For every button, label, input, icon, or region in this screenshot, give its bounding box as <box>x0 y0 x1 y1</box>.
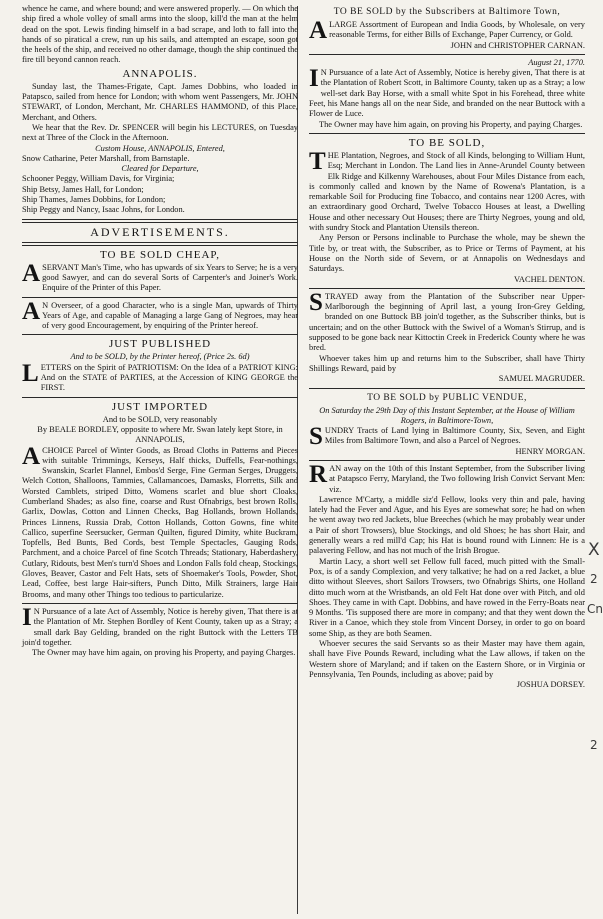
goods-ad-text: CHOICE Parcel of Winter Goods, as Broad Cloths in Patterns and Pieces with suitable Trimmings, Kerseys, Half thicks, Duffells, Fear-nothings, Swanskin, Scarlet Flannel, Embos'd Serge, Fine German Serges, Druggets, Welch Cotton, Shalloons, Tammies, Callamancoes, Damasks, Florretts, Silk and Worsted Camblets, striped Ditto, Womens scarlet and blue short Cloaks, Cumberland Shades; as also fine, coarse and Rust Ofnabrigs, best brown Rolls, Garlix, Dowlas, Cotton and Linnen Checks, Bag Hollands, brown Hollands, Princes Linnens, Russia Drab, Cotton Hollands, Cotton Gowns, fine white Callico, superfine Seersucker, German Quilten, figured Dimity, white Buckram, Topfells, Bed Bunts, Bed Cords, best Temple Spectacles, Gauging Rods, Parchment, and a choice Parcel of fine Scotch Threads; Stationary, Haberdashery, Cutlary, Ridouts, best Men's turn'd Shoes and London Falls fold cheap, Stockings, Gloves, Beaver, Castor and Felt Hats, sets of Shoemaker's Tools, Powder, Shot, Lead, Coffee, best large Hair-sifters, Punch Ditto, Milk Strainers, large Hair Brooms, and many other Things too tedious to particularize. <box>22 445 298 599</box>
cleared-item: Ship Thames, James Dobbins, for London; <box>22 195 166 205</box>
scott-owner-note: The Owner may have him again, on proving his Property, and paying Charges. <box>319 119 583 129</box>
ad-rule <box>309 460 585 461</box>
servant-ad-text: SERVANT Man's Time, who has upwards of six Years to Serve; he is a very good Sawyer, and can do several Sorts of Carpenter's and Joiner's Work. Enquire of the Printer of this Paper. <box>42 262 298 293</box>
scott-notice-date: August 21, 1770. <box>528 57 585 67</box>
ad-rule <box>309 133 585 134</box>
drop-cap: A <box>309 17 328 44</box>
overseer-ad-text: N Overseer, of a good Character, who is a single Man, upwards of Thirty Years of Age, and capable of Managing a large Gang of Negroes, may hear of very good Encouragement, by enquiring of the Printer hereof. <box>42 300 298 331</box>
ad-rule <box>22 397 298 398</box>
goods-ad <box>22 442 298 600</box>
imported-merchant: By BEALE BORDLEY, opposite to where Mr. Swan lately kept Store, in ANNAPOLIS, <box>37 424 283 445</box>
drop-cap: R <box>309 460 328 488</box>
left-column <box>22 4 298 658</box>
margin-mark-2b: 2 <box>590 738 598 752</box>
drop-cap: S <box>309 423 323 451</box>
ad-rule <box>309 54 585 55</box>
magruder-signature: SAMUEL MAGRUDER. <box>498 374 585 384</box>
drop-cap: A <box>22 259 41 287</box>
plantation-terms: Any Person or Persons inclinable to Purchase the whole, may be shewn the Title by, or treat with, the Subscriber, as to Price or Terms of Payment, at his House on the North side of Severn, or at Annapolis on Wednesdays and Saturdays. <box>309 233 585 274</box>
carnan-signature: JOHN and CHRISTOPHER CARNAN. <box>450 40 585 50</box>
runaway-ad <box>309 460 585 495</box>
stray-notice-text: N Pursuance of a late Act of Assembly, Notice is hereby given, That there is at the Plantation of Mr. Stephen Bordley of Kent County, taken up as a Stray; a small dark Bay Gelding, branded on the right Buttock with the Letters TB join'd together. <box>22 606 298 647</box>
runaway-lacy: Martin Lacy, a short well set Fellow full faced, much pitted with the Small-Pox, is of a sandy Complexion, and very talkative; he had on a red Jacket, a blue ditto without Sleeves, short Sailors Trowsers, two Ofnabrigs Shirts, one Holland ditto much worn at the Wristbands, an old Felt Hat done over with Pitch, and old Shoes. They came in with Capt. Dobbins, and have rowed in the Ferry-Boats near 9 Months. 'Tis supposed there are more in company; and that they went down the River in a Canoe, which they stole from Vincent Dorsey, in order to go on board some Ship, as they are both Seamen. <box>309 556 585 638</box>
ad-rule <box>309 388 585 389</box>
plantation-ad-text: HE Plantation, Negroes, and Stock of all Kinds, belonging to William Hunt, Esq; Merchant in London. The Land lies in Anne-Arundel County between Elk Ridge and Kilkenny Warehouses, about Four Miles Distance from each, is commonly called and known by the Name of Rowena's Plantation, is a remarkable Soil for Producing fine Tobacco, and contains near 1200 Acres, with an extraordinary good Orchard, Twelve Tobacco Houses at least, a Dwelling House and other necessary Out Houses; there are Thirty Negroes, young and old, with sundry Stock and Plantation Utensils thereon. <box>309 150 585 233</box>
strayed-reward: Whoever takes him up and returns him to the Subscriber, shall have Thirty Shillings Reward, paid by <box>309 353 585 373</box>
section-rule <box>22 219 298 223</box>
drop-cap: A <box>22 297 41 325</box>
scott-stray-notice <box>309 65 585 119</box>
cleared-item: Schooner Peggy, William Davis, for Virginia; <box>22 174 175 184</box>
news-lectures: We hear that the Rev. Dr. SPENCER will begin his LECTURES, on Tuesday next at Three of the Clock in the Afternoon. <box>22 122 298 143</box>
drop-cap: I <box>309 65 319 93</box>
dorsey-signature: JOSHUA DORSEY. <box>516 680 585 690</box>
letters-ad-text: ETTERS on the Spirit of PATRIOTISM: On the Idea of a PATRIOT KING: And on the STATE of PARTIES, at the Accession of KING GEORGE the FIRST. <box>40 362 298 393</box>
runaway-ad-text: AN away on the 10th of this Instant September, from the Subscriber living at Patapsco Ferry, Maryland, the Two following Irish Convict Servant Men: viz. <box>329 463 585 494</box>
runaway-reward: Whoever secures the said Servants so as their Master may have them again, shall have Five Pounds Reward, including what the Law allows, if taken on the Western shore of Maryland; and if taken on the Eastern Shore, or in Virginia or Pennsylvania, Ten Pounds, including as above; paid by <box>309 639 585 679</box>
drop-cap: I <box>22 603 32 631</box>
ad-rule <box>22 334 298 335</box>
drop-cap: S <box>309 288 323 316</box>
vendue-ad-text: UNDRY Tracts of Land lying in Baltimore County, Six, Seven, and Eight Miles from Baltimore Town, and also a Parcel of Negroes. <box>324 426 585 446</box>
ad-rule <box>22 297 298 298</box>
published-subheading: And to be SOLD, by the Printer hereof, (Price 2s. 6d) <box>70 352 250 362</box>
cleared-item: Ship Peggy and Nancy, Isaac Johns, for London. <box>22 205 185 215</box>
customs-heading: Custom House, ANNAPOLIS, Entered, <box>95 143 225 153</box>
margin-mark-2: 2 <box>590 572 598 586</box>
sold-cheap-heading: TO BE SOLD CHEAP, <box>99 248 221 261</box>
right-column <box>309 4 585 691</box>
carnan-heading: TO BE SOLD by the Subscribers at Baltimore Town, <box>333 7 561 17</box>
stray-owner-note: The Owner may have him again, on proving his Property, and paying Charges. <box>32 648 296 658</box>
section-rule <box>22 242 298 246</box>
dateline-annapolis: ANNAPOLIS. <box>122 67 198 80</box>
cleared-heading: Cleared for Departure, <box>121 164 199 174</box>
carnan-ad-text: LARGE Assortment of European and India Goods, by Wholesale, on very reasonable Terms, for either Bills of Exchange, Paper Currency, or Gold. <box>329 20 585 40</box>
strayed-gelding-text: TRAYED away from the Plantation of the Subscriber near Upper-Marlborough the beginning of April last, a young Iron-Grey Gelding, branded on one Buttock BB join'd together, as the Subscriber thinks, but is uncertain; and on the other Buttock with the Swivel of a Woman's Stirrup, and is supposed to be gone back near Kittoctin Creek in Frederick County where he was bred. <box>309 291 585 353</box>
margin-mark-x: X <box>588 540 600 560</box>
news-frigate: Sunday last, the Thames-Frigate, Capt. James Dobbins, who loaded in Patapsco, sailed from hence for London; with whom went Passengers, Mr. JOHN STEWART, of London, Merchant, Mr. CHARLES HAMMOND, of this Place, Merchant, and Others. <box>22 81 298 122</box>
denton-signature: VACHEL DENTON. <box>513 274 585 284</box>
news-intro: whence he came, and where bound; and were answered properly. — On which the ship fired a whole volley of small arms into the sloop, kill'd the man at the helm dead on the spot. Lewis finding himself in a bad scrape, and loth to fall into the hands of so piratical a crew, run up his sails, and attempted an escape, soon got the heels of the ship, and received no other damage, though the ship continued the fire till beyond cannon reach. <box>22 4 298 65</box>
carnan-ad <box>309 17 585 44</box>
drop-cap: T <box>309 147 326 175</box>
just-imported-heading: JUST IMPORTED <box>111 400 209 413</box>
servant-ad <box>22 259 298 294</box>
vendue-heading: TO BE SOLD by PUBLIC VENDUE, <box>367 392 527 403</box>
overseer-ad <box>22 297 298 332</box>
plantation-ad <box>309 147 585 233</box>
ad-rule <box>309 288 585 289</box>
cleared-item: Ship Betsy, James Hall, for London; <box>22 184 144 194</box>
imported-subheading: And to be SOLD, very reasonably <box>102 414 218 424</box>
morgan-signature: HENRY MORGAN. <box>515 446 585 456</box>
strayed-gelding-ad <box>309 288 585 354</box>
margin-mark-cn: Cn <box>587 602 603 616</box>
drop-cap: A <box>22 442 41 470</box>
just-published-heading: JUST PUBLISHED <box>108 338 212 351</box>
plantation-heading: TO BE SOLD, <box>408 136 486 149</box>
scott-stray-text: N Pursuance of a late Act of Assembly, Notice is hereby given, That there is at the Plantation of Robert Scott, in Baltimore County, taken up as a Stray; a low well-set dark Bay Horse, with a small white Spot in his Forehead, three white Feet, his Mane hangs all on the near Side, and branded on the near Buttock with a Flower de Luce. <box>309 68 585 119</box>
advertisements-heading: ADVERTISEMENTS. <box>90 224 230 239</box>
drop-cap: L <box>22 359 39 387</box>
vendue-subheading: On Saturday the 29th Day of this Instant September, at the House of William Rogers, in Baltimore-Town, <box>319 405 575 425</box>
letters-ad <box>22 359 298 394</box>
customs-entered: Snow Catharine, Peter Marshall, from Barnstaple. <box>22 153 190 163</box>
stray-notice <box>22 603 298 648</box>
runaway-mccarty: Lawrence M'Carty, a middle siz'd Fellow, looks very thin and pale, having lately had the Fever and Ague, and his Eyes are somewhat sore; he had on when he went away two red Jackets, blue Breeches (which he may probably wear under a Pair of short Trowsers), blue Stockings, and old Shoes; he has short Hair, and generally wears a red mill'd Cap; his Hat is bound round with Linnen: He is a palavering Fellow, and has not much of the Irish Brogue. <box>309 494 585 556</box>
ad-rule <box>22 603 298 604</box>
